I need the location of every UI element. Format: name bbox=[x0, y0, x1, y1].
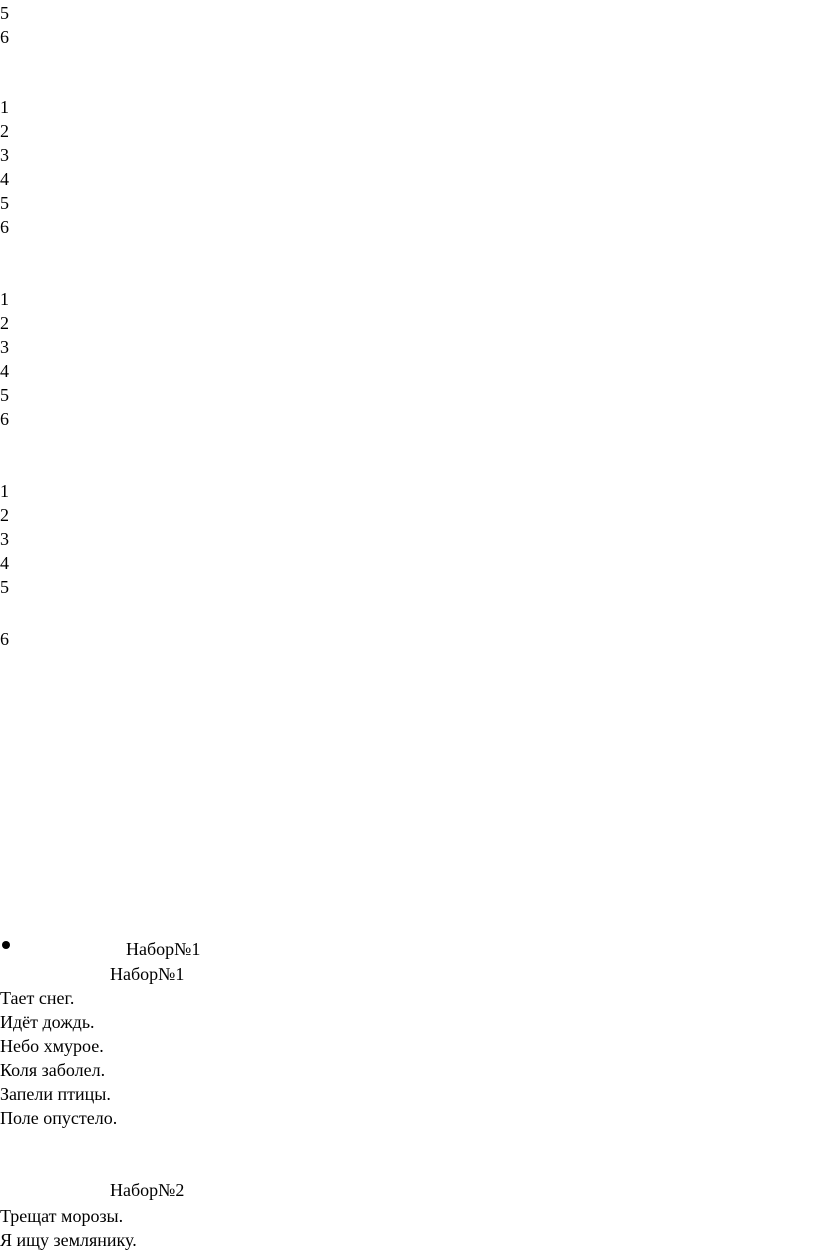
sentence: Тает снег. bbox=[0, 988, 75, 1008]
list-number: 5 bbox=[0, 193, 9, 213]
sentence: Коля заболел. bbox=[0, 1060, 106, 1080]
sentence: Запели птицы. bbox=[0, 1084, 111, 1104]
list-number: 6 bbox=[0, 27, 9, 47]
list-number: 3 bbox=[0, 529, 9, 549]
list-number: 1 bbox=[0, 97, 9, 117]
list-number: 4 bbox=[0, 361, 9, 381]
list-number: 2 bbox=[0, 121, 9, 141]
sentence: Поле опустело. bbox=[0, 1108, 118, 1128]
list-number: 1 bbox=[0, 481, 9, 501]
sentence: Трещат морозы. bbox=[0, 1206, 124, 1226]
list-number: 5 bbox=[0, 3, 9, 23]
list-number: 4 bbox=[0, 553, 9, 573]
list-number: 5 bbox=[0, 385, 9, 405]
sentence: Я ищу землянику. bbox=[0, 1230, 137, 1250]
list-number: 1 bbox=[0, 289, 9, 309]
list-number: 6 bbox=[0, 217, 9, 237]
list-number: 2 bbox=[0, 505, 9, 525]
list-number: 2 bbox=[0, 313, 9, 333]
list-number: 6 bbox=[0, 409, 9, 429]
bullet-icon bbox=[2, 941, 10, 949]
set-1-title: Набор№1 bbox=[110, 964, 185, 984]
bullet-heading: Набор№1 bbox=[126, 939, 201, 959]
set-2-title: Набор№2 bbox=[110, 1180, 185, 1200]
sentence: Небо хмурое. bbox=[0, 1036, 104, 1056]
sentence: Идёт дождь. bbox=[0, 1012, 95, 1032]
list-number: 4 bbox=[0, 169, 9, 189]
list-number: 3 bbox=[0, 337, 9, 357]
list-number: 5 bbox=[0, 577, 9, 597]
list-number: 6 bbox=[0, 629, 9, 649]
list-number: 3 bbox=[0, 145, 9, 165]
